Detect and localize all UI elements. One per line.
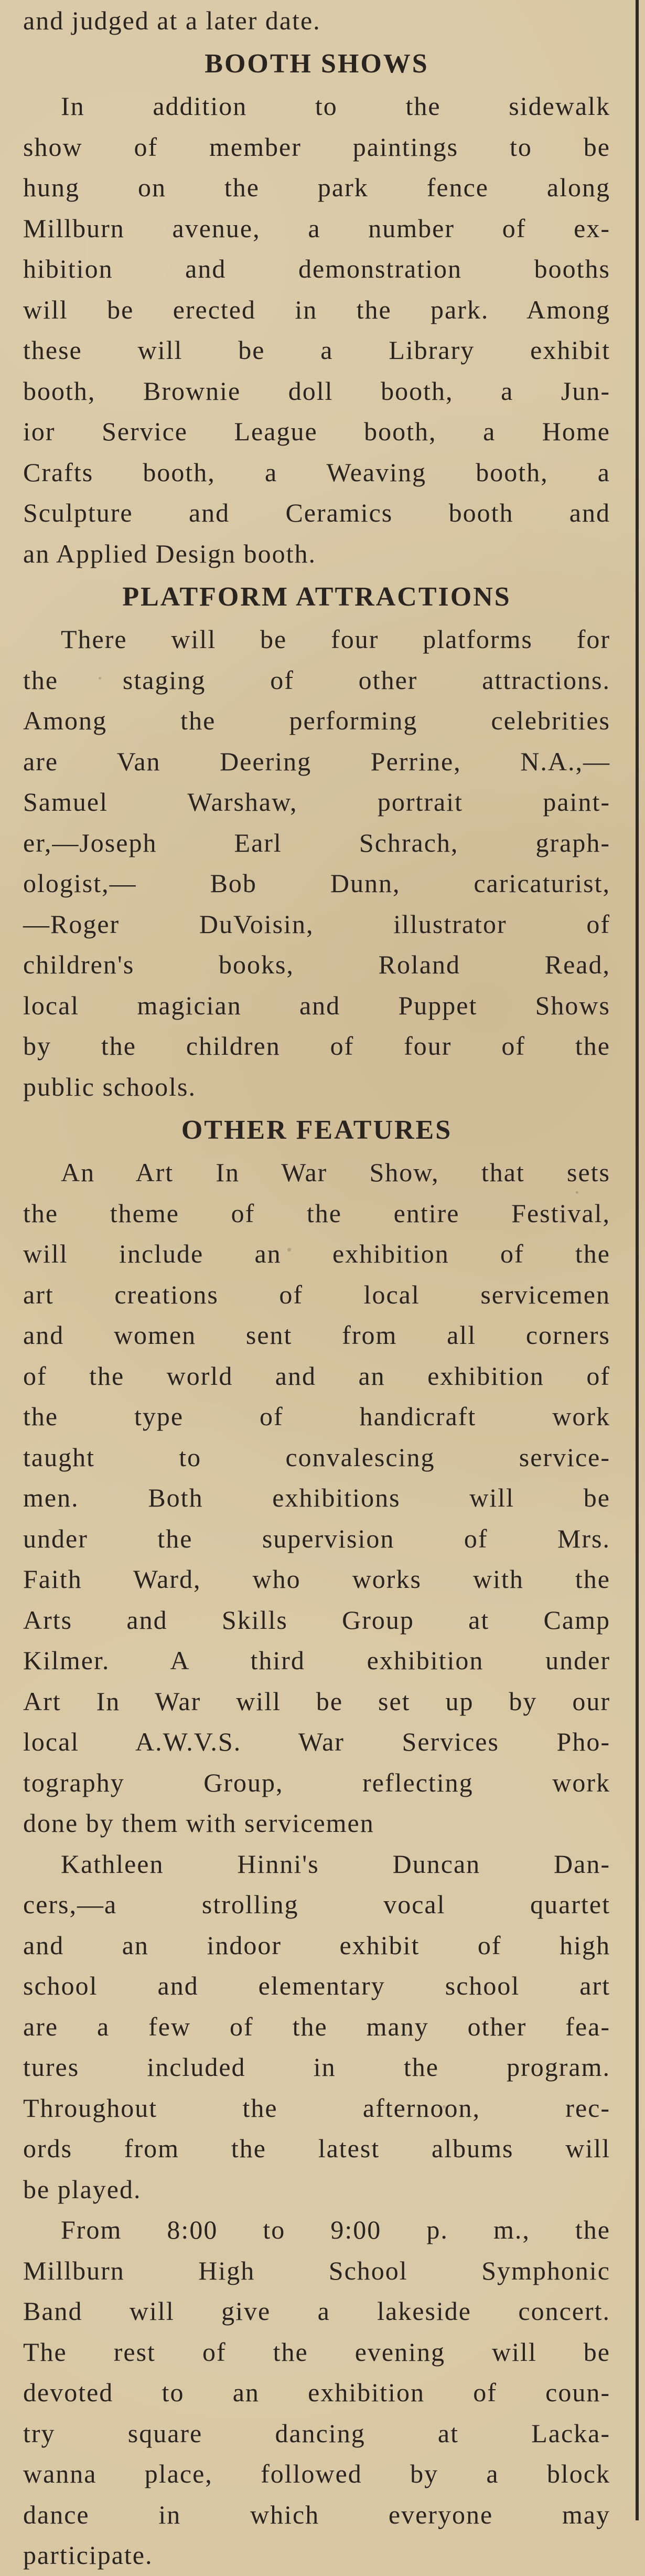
text-line: Crafts booth, a Weaving booth, a xyxy=(23,457,610,487)
text-line: —Roger DuVoisin, illustrator of xyxy=(23,909,610,939)
text-line: Art In War will be set up by our xyxy=(23,1686,610,1716)
text-line: The rest of the evening will be xyxy=(23,2337,610,2367)
text-line: the staging of other attractions. xyxy=(23,665,610,695)
text-line: local magician and Puppet Shows xyxy=(23,990,610,1020)
text-line: are Van Deering Perrine, N.A.,— xyxy=(23,746,610,776)
text-line: school and elementary school art xyxy=(23,1971,610,2000)
section-booth-shows xyxy=(23,42,610,574)
lead-line: and judged at a later date. xyxy=(23,6,321,35)
text-line: tures included in the program. xyxy=(23,2052,610,2082)
article-paragraph xyxy=(23,1152,610,1844)
section-heading: PLATFORM ATTRACTIONS xyxy=(122,582,511,612)
text-line: Millburn High School Symphonic xyxy=(23,2255,610,2285)
text-line: Band will give a lakeside concert. xyxy=(23,2296,610,2326)
text-line: public schools. xyxy=(23,1072,196,1101)
text-line: From 8:00 to 9:00 p. m., the xyxy=(61,2215,610,2244)
section-platform-attractions xyxy=(23,575,610,1107)
text-line: Faith Ward, who works with the xyxy=(23,1564,610,1594)
text-line: tography Group, reflecting work xyxy=(23,1767,610,1797)
column-rule xyxy=(636,0,639,2520)
text-line: these will be a Library exhibit xyxy=(23,335,610,365)
text-line: art creations of local servicemen xyxy=(23,1279,610,1309)
text-line: by the children of four of the xyxy=(23,1031,610,1061)
text-line: will be erected in the park. Among xyxy=(23,294,610,324)
text-line: local A.W.V.S. War Services Pho- xyxy=(23,1727,610,1756)
text-line: cers,—a strolling vocal quartet xyxy=(23,1890,610,1919)
text-line: of the world and an exhibition of xyxy=(23,1361,610,1391)
text-line: Kathleen Hinni's Duncan Dan- xyxy=(61,1849,610,1879)
text-line: ords from the latest albums will xyxy=(23,2134,610,2163)
text-line: booth, Brownie doll booth, a Jun- xyxy=(23,376,610,406)
text-line: In addition to the sidewalk xyxy=(61,91,610,121)
section-heading: BOOTH SHOWS xyxy=(205,49,429,79)
text-line: try square dancing at Lacka- xyxy=(23,2418,610,2448)
text-line: participate. xyxy=(23,2540,153,2570)
section-heading: OTHER FEATURES xyxy=(181,1115,453,1145)
text-line: men. Both exhibitions will be xyxy=(23,1483,610,1512)
text-line: wanna place, followed by a block xyxy=(23,2459,610,2488)
text-line: will include an exhibition of the xyxy=(23,1239,610,1268)
text-line: There will be four platforms for xyxy=(61,624,610,654)
text-line: Millburn avenue, a number of ex- xyxy=(23,213,610,243)
text-line: Samuel Warshaw, portrait paint- xyxy=(23,787,610,817)
article-paragraph xyxy=(23,86,610,574)
text-line: Among the performing celebrities xyxy=(23,706,610,735)
text-line: Arts and Skills Group at Camp xyxy=(23,1605,610,1635)
article-paragraph xyxy=(23,2210,610,2576)
text-line: under the supervision of Mrs. xyxy=(23,1523,610,1553)
text-line: show of member paintings to be xyxy=(23,132,610,162)
text-line: taught to convalescing service- xyxy=(23,1442,610,1472)
text-line: children's books, Roland Read, xyxy=(23,950,610,979)
text-line: the type of handicraft work xyxy=(23,1402,610,1431)
article-paragraph xyxy=(23,1844,610,2210)
text-line: Sculpture and Ceramics booth and xyxy=(23,498,610,527)
text-line: done by them with servicemen xyxy=(23,1808,374,1838)
text-line: an Applied Design booth. xyxy=(23,538,317,568)
article-column xyxy=(23,0,610,2576)
text-line: dance in which everyone may xyxy=(23,2499,610,2529)
text-line: be played. xyxy=(23,2174,142,2204)
text-line: the theme of the entire Festival, xyxy=(23,1198,610,1228)
text-line: er,—Joseph Earl Schrach, graph- xyxy=(23,828,610,857)
text-line: ior Service League booth, a Home xyxy=(23,417,610,446)
text-line: and women sent from all corners xyxy=(23,1320,610,1350)
text-line: hung on the park fence along xyxy=(23,173,610,202)
section-other-features xyxy=(23,1108,610,2576)
text-line: hibition and demonstration booths xyxy=(23,254,610,283)
text-line: are a few of the many other fea- xyxy=(23,2011,610,2041)
text-line: Kilmer. A third exhibition under xyxy=(23,1646,610,1675)
text-line: Throughout the afternoon, rec- xyxy=(23,2093,610,2123)
text-line: An Art In War Show, that sets xyxy=(61,1158,610,1187)
text-line: devoted to an exhibition of coun- xyxy=(23,2378,610,2407)
text-line: and an indoor exhibit of high xyxy=(23,1930,610,1960)
text-line: ologist,— Bob Dunn, caricaturist, xyxy=(23,868,610,898)
article-paragraph xyxy=(23,619,610,1107)
